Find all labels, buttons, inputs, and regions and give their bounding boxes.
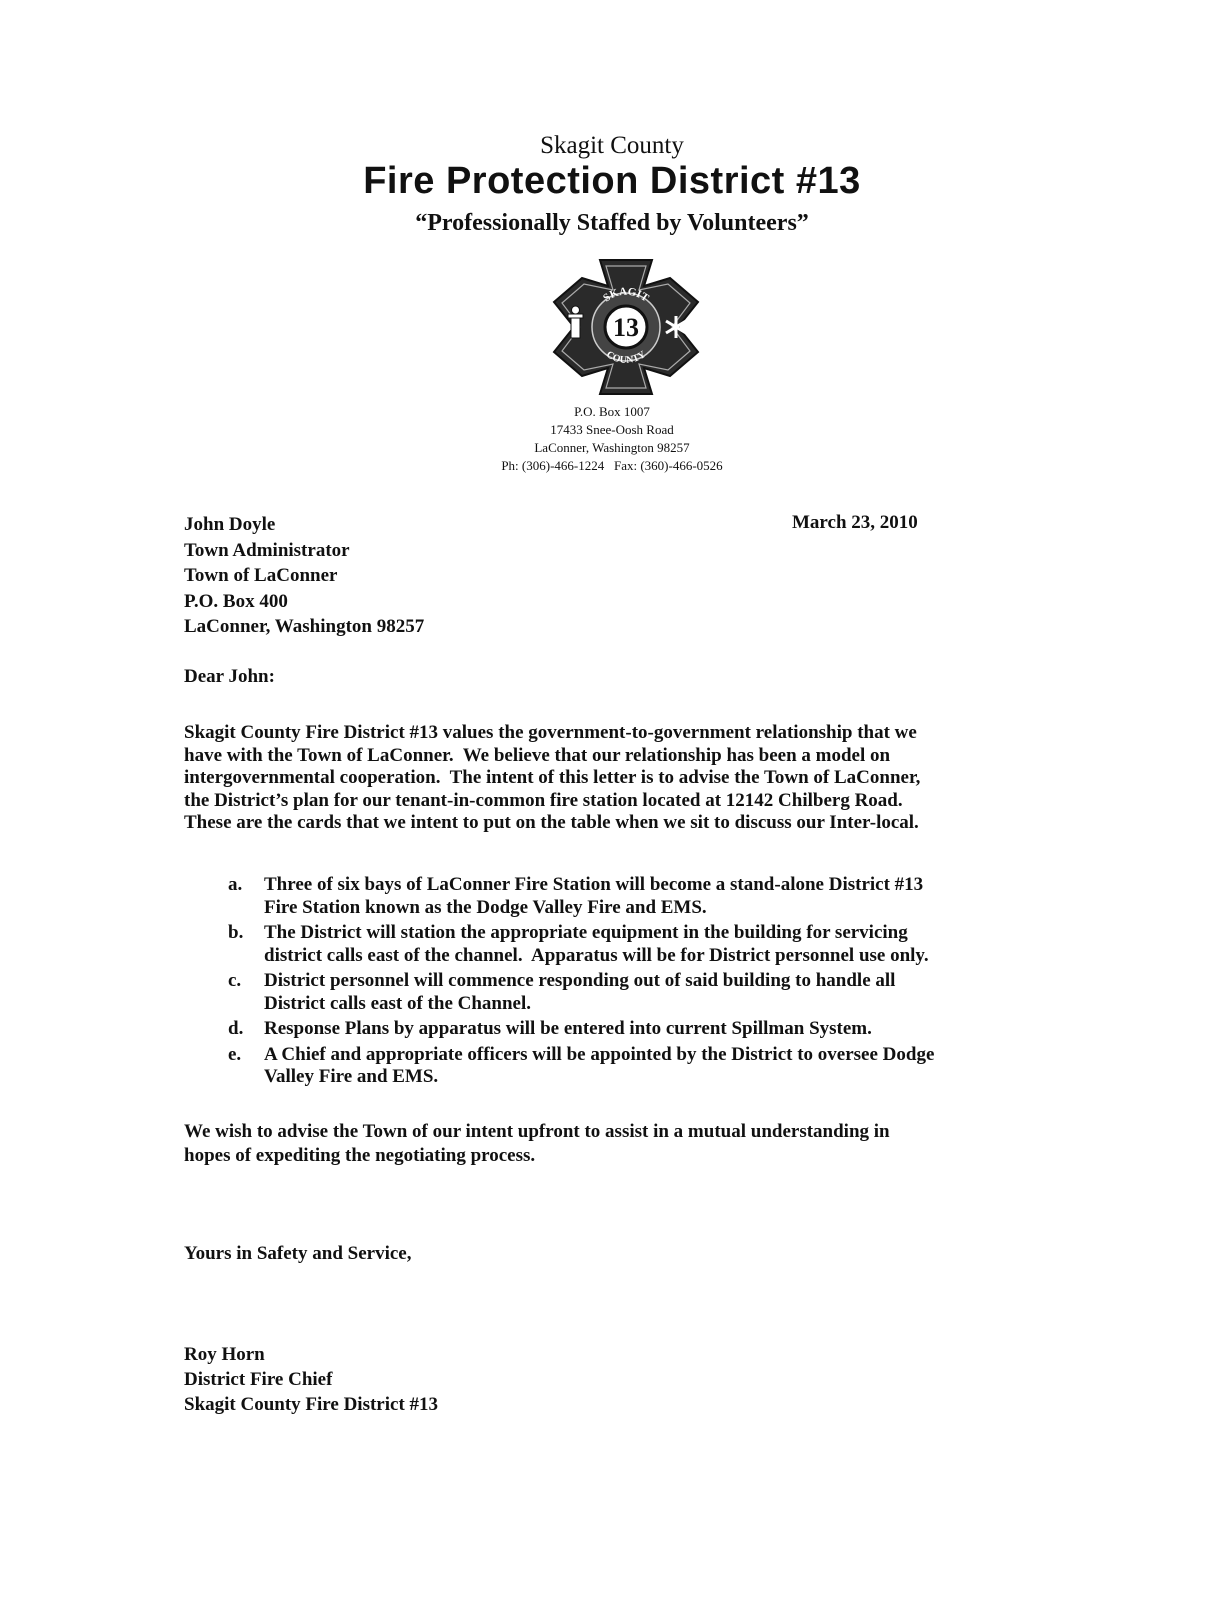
list-item-line: Fire Station known as the Dodge Valley Fire and EMS. — [264, 896, 707, 918]
signer-org: Skagit County Fire District #13 — [184, 1394, 439, 1415]
address-phone-fax: Ph: (306)-466-1224 Fax: (360)-466-0526 — [501, 458, 723, 473]
body-line: These are the cards that we intent to put on the table when we sit to discuss our Inter-local. — [184, 812, 919, 833]
signature-block — [184, 1342, 438, 1417]
address-po-box: P.O. Box 1007 — [574, 404, 650, 419]
signer-title: District Fire Chief — [184, 1369, 333, 1390]
list-item-line: Response Plans by apparatus will be entered into current Spillman System. — [264, 1018, 872, 1039]
list-item-letter: d. — [228, 1018, 244, 1039]
salutation: Dear John: — [184, 666, 275, 687]
body-line: have with the Town of LaConner. We believe that our relationship has been a model on — [184, 744, 891, 766]
list-item — [228, 970, 1048, 1015]
list-item-line: A Chief and appropriate officers will be appointed by the District to oversee Dodge — [264, 1043, 935, 1065]
list-item-letter: e. — [228, 1043, 242, 1065]
list-item-letter: a. — [228, 874, 243, 895]
recipient-name: John Doyle — [184, 514, 276, 535]
list-item-line: District personnel will commence responding out of said building to handle all — [264, 970, 896, 991]
closing-line: hopes of expediting the negotiating process. — [184, 1145, 536, 1166]
recipient-po-box: P.O. Box 400 — [184, 590, 288, 612]
list-item — [228, 874, 1048, 919]
body-line: the District’s plan for our tenant-in-common fire station located at 12142 Chilberg Road. — [184, 789, 903, 811]
logo-bottom-text: COUNTY — [604, 349, 648, 367]
letterhead-address — [0, 403, 1224, 475]
signoff: Yours in Safety and Service, — [184, 1243, 412, 1264]
plan-list — [228, 874, 1048, 1096]
letterhead-tagline: “Professionally Staffed by Volunteers” — [415, 210, 809, 236]
list-item-letter: c. — [228, 970, 242, 991]
list-item-line: district calls east of the channel. Apparatus will be for District personnel use only. — [264, 944, 929, 966]
recipient-title: Town Administrator — [184, 539, 350, 561]
recipient-city: LaConner, Washington 98257 — [184, 616, 425, 637]
address-street: 17433 Snee-Oosh Road — [550, 422, 674, 437]
body-line: Skagit County Fire District #13 values the government-to-government relationship that we — [184, 722, 917, 743]
address-city: LaConner, Washington 98257 — [534, 440, 690, 455]
list-item-line: Three of six bays of LaConner Fire Station will become a stand-alone District #13 — [264, 874, 924, 895]
recipient-block — [184, 512, 424, 640]
logo-top-text: SKAGIT — [601, 285, 651, 305]
letterhead-district-name: Fire Protection District #13 — [363, 160, 861, 202]
list-item — [228, 922, 1048, 967]
closing-line: We wish to advise the Town of our intent upfront to assist in a mutual understanding in — [184, 1121, 890, 1142]
list-item — [228, 1044, 1048, 1089]
body-line: intergovernmental cooperation. The intent of this letter is to advise the Town of LaConner, — [184, 767, 921, 788]
letterhead-county: Skagit County — [540, 132, 684, 159]
recipient-org: Town of LaConner — [184, 565, 338, 586]
list-item-line: District calls east of the Channel. — [264, 992, 532, 1014]
signer-name: Roy Horn — [184, 1344, 265, 1365]
logo-number: 13 — [613, 313, 639, 342]
list-item-line: Valley Fire and EMS. — [264, 1066, 439, 1087]
closing-paragraph — [184, 1120, 890, 1168]
maltese-cross-logo — [548, 256, 704, 398]
list-item — [228, 1018, 1048, 1041]
body-paragraph — [184, 722, 1044, 835]
list-item-letter: b. — [228, 922, 244, 943]
list-item-line: The District will station the appropriate equipment in the building for servicing — [264, 922, 908, 943]
letter-date: March 23, 2010 — [792, 512, 918, 533]
